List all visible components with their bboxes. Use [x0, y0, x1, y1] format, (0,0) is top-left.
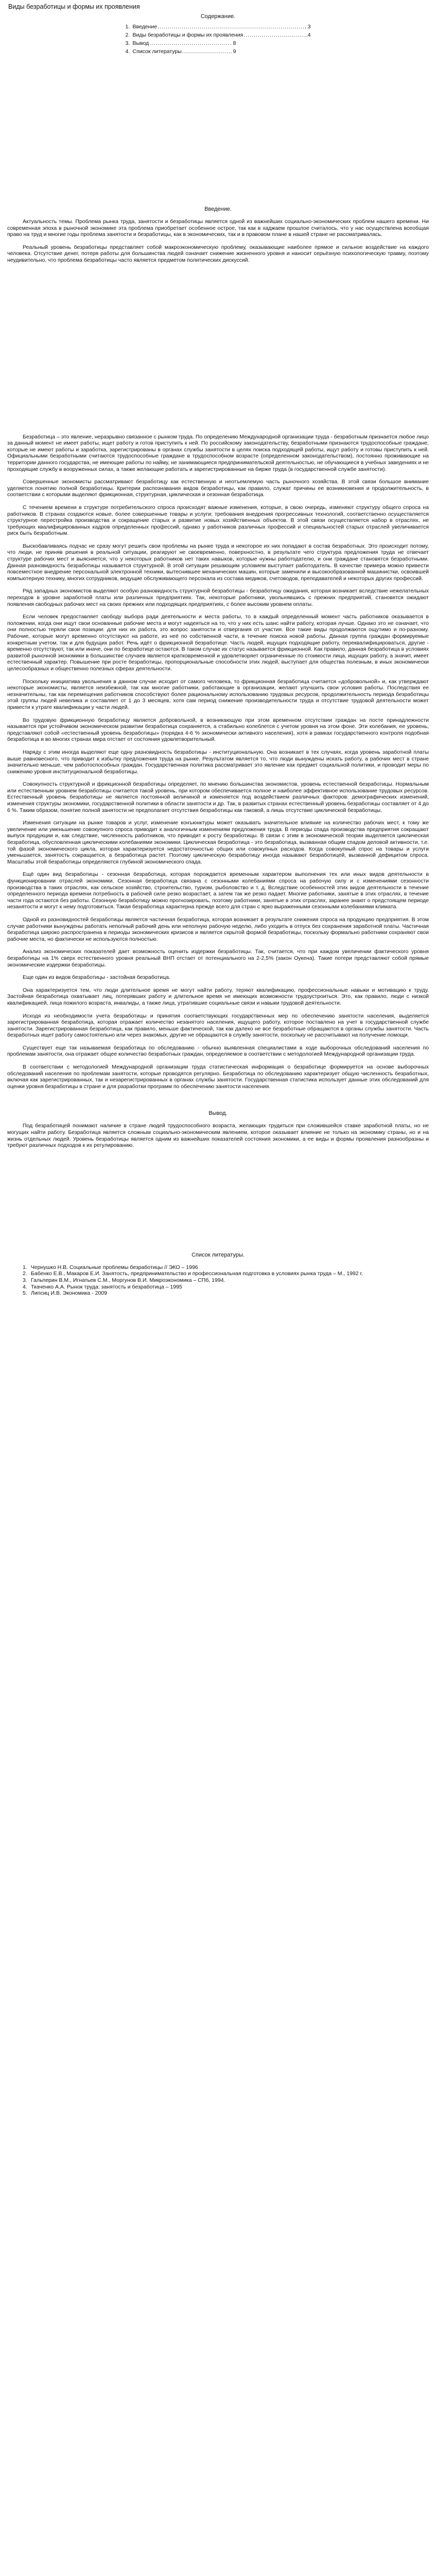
- introduction-paragraph: Актуальность темы. Проблема рынка труда, занятости и безработицы является одной из важнейших социально-экономических проблем нашего времени. Ни современная эпоха в рыночной экономике эта проблема приобретает особенное острое, так как в хаджаем прошлое считалось, что у нас осуществлена всеобщая право на труд и многие годы проблема занятости и безработицы, как в экономических, так и в правовом плане в нашей стране не рассматривалась.: [7, 218, 429, 238]
- toc-item[interactable]: 3. Вывод ..... 8: [126, 39, 311, 47]
- conclusion-heading: Вывод.: [208, 1110, 228, 1117]
- body-paragraph: Наряду с этим иногда выделяют еще одну разновидность безработицы - институциональную. Она возникает в тех случаях, когда уровень заработной платы выше равновесного, что приводит к избытку предложения труда на рынке. Результатом является то, что люди вынуждены искать работу, а рабочих мест в стране значительно меньше, чем работоспособных граждан. Государственная политика рассматривает это явление как предмет социальной политики, и проводит меры по снижению уровня институциональной безработицы.: [7, 749, 429, 775]
- toc-item-page: 8: [233, 40, 236, 46]
- toc-item-label: Виды безработицы и формы их проявления: [132, 32, 243, 38]
- literature-section: [7, 1252, 429, 1297]
- blank-space: [7, 1149, 429, 1252]
- body-paragraph: С течением времени в структуре потребительского спроса происходят важные изменения, которые, в свою очередь, изменяют структуру общего спроса на работников. В странах создаются новые, более совершенные товары и услуги; требования внедрения прогрессивных технологий, соответственно осуществляется структурное перестройка производства и сокращение старых и развитие новых хозяйственных объектов. В этой связи осуществляется набор в отраслях, не требующих квалифицированных кадров определенных профессий, однако у работников различных профессий и специальностей старых отраслей увеличивается риск быть безработным.: [7, 504, 429, 537]
- conclusion-section: [7, 1110, 429, 1148]
- body-paragraph: Выскобавливаясь подчас не сразу могут решить свои проблемы на рынке труда и некоторое их них попадают в состав безработных. Это происходит потому, что люди, не приняв решения в реальной ситуации, реагируют не своевременно, поверхностно, в результате чего структура предложения труда не отвечает структуре рабочих мест и выясняется, что у некоторых работников нет таких навыков, которые нужны работодателю, и они граждане становятся безработными. Данная разновидность безработицы называется структурной. В этой ситуации решающим условием выступает работодатель. В качестве примера можно привести повсеместное внедрение персональной электронной техники, вытеснившее механических машин, которые заменили и высокообразованной машинистки, освоившей компьютерную технику, многих сотрудников, ведущие обслуживающего персонала из состава медиков, счетоводов, преподавателей и некоторых других профессий.: [7, 543, 429, 582]
- main-section: [7, 434, 429, 1090]
- body-paragraph: Еще один из видов безработицы - застойная безработица.: [23, 974, 170, 981]
- body-paragraph: В соответствии с методологией Международной организации труда статистическая информация о безработице формируется на основе выборочных обследований населения по проблемам занятости, которые проводятся регулярно. Безработица по обследованию характеризует общую численность безработных, включая как зарегистрированных, так и незарегистрированных в органах службы занятости. Государственная статистика использует данные этих обследований для оценки уровня безработицы в стране и для разработки программ по обеспечению занятости населения.: [7, 1064, 429, 1090]
- literature-item: 1. Чернушко Н.В. Социальные проблемы безработицы // ЭКО – 1996: [23, 1264, 198, 1270]
- toc-item-label: Список литературы: [132, 48, 182, 55]
- table-of-contents: [126, 23, 311, 39]
- toc-item-page: 4: [307, 32, 311, 38]
- body-paragraph: Во трудовую фрикционную безработицу является добровольной, в возникающую при этом временном отсутствии граждан на посте принадлежности называется при устойчивом экономическом развитии безработица сохраняется, а стабильно колеблется с учетом уровня на этом фоне. Эти колебания, ее уровень, представляют собой «естественный уровень безработицы» (порядка 4-6 % экономически активного населения), хотя в рамках государственного контроля подобная безработица и во многих странах мира отстает от состояния удовлетворительный.: [7, 717, 429, 743]
- body-paragraph: Поскольку инициатива увольнения в данном случае исходит от самого человека, то фрикционная безработица считается «добровольной» и, как утверждают некоторые экономисты, является неизбежной, так как многие работники, работающие в организации, желают улучшить свои условия работы. Последствия ее незначительны, так как перемещения работников способствуют более рациональному использованию трудовых ресурсов, продолжительность периода безработицы этой группы людей невелика и составляет от 1 до 3 месяцев, хотя сам период снижение производительности труда и отсутствие трудовой деятельности может привести к утрате квалификации у части людей.: [7, 678, 429, 710]
- toc-item-page: 3: [307, 24, 311, 30]
- toc-leader-dots: [158, 23, 307, 31]
- blank-space: [7, 1090, 429, 1110]
- literature-item: 3. Гальперин В.М., Игнатьев С.М., Моргунов В.И. Микроэкономика – СПб, 1994.: [23, 1277, 225, 1283]
- body-paragraph: Ряд западных экономистов выделяют особую разновидность структурной безработицы - безработицу ожидания, которая возникает вследствие нежелательных переходов в уровне заработной платы или различных предприятиях. Так, некоторые работники, увольнявшись с прежних предприятий, становятся ожидают появления свободных рабочих мест на своих прежних или подходящих предприятиях, с более высоким уровнем оплаты.: [7, 588, 429, 607]
- literature-heading: Список литературы.: [191, 1251, 245, 1258]
- literature-item: 5. Липсиц И.В. Экономика - 2009: [23, 1290, 107, 1297]
- introduction-section: [7, 206, 429, 264]
- blank-space: [7, 264, 429, 434]
- blank-space: [7, 56, 429, 206]
- body-paragraph: Изменения ситуации на рынке товаров и услуг, изменение конъюнктуры может оказывать значительное влияние на количество рабочих мест, к тому же увеличение или уменьшение совокупного спроса приводит к аналогичным изменениям предложения труда. В периоды спада производства предприятия сокращают выпуск продукции и, как следствие, численность работников, что приводит к росту безработицы. В связи с этим в экономической теории выделяется циклическая безработица, обусловленная циклическими колебаниями экономики. Циклическая безработица - это безработица, вызванная общим спадом деловой активности, т.е. той фазой экономического цикла, которая характеризуется недостаточностью общих или совокупных расходов. Когда совокупный спрос на товары и услуги уменьшается, занятость сокращается, а безработица растет. Поэтому циклическую безработицу иногда называют безработицей, вызванной дефицитом спроса. Масштабы этой безработицы определяются глубиной экономического спада.: [7, 820, 429, 865]
- toc-leader-dots: [243, 31, 307, 39]
- body-paragraph: Если человек предоставляет свободу выбора ради деятельности и места работы, то в каждый определенный момент часть работников оказывается в положении, когда они ищут свои основанные рабочие места и могут надеяться на то, что у них есть шанс найти работу, которая лучше. Однако это не означает, что они полностью теряли свои позиции: для них их работа, это вопрос занятости и отвергания от участия. Все такие виды продолжаются ощутимо и по-разному. Рабочие, которые могут временно отсутствуют на работе, из неё по собственной части, в течение поиска новой работы. Данная группа граждан формируемые конкретным учетом, так и для будущих работ. Речь идёт о фрикционной безработице. Часть людей, ищущих подходящие работу, переквалифицироваться, другие - временно отсутствуют, так или иначе, они по безработице остаются. В таком случае их статус называется фрикционной. Как правило, данная безработица в условиях развитой рыночной экономики в большинстве случаев является кратковременной и удовлетворяет ограниченные по стоимости лица, ищущих работу, а значит, имеет естественный характер. Повышение при росте безработицы, пропорциональные способности этих людей, выступает для общества полезным, в иных экономически целесообразных и общественно полезных сферах деятельности.: [7, 614, 429, 672]
- literature-list: [7, 1264, 429, 1297]
- toc-item[interactable]: 2. Виды безработицы и формы их проявления ..... 4: [126, 31, 311, 39]
- literature-item: 2. Бабенко Е.В., Макаров Е.И. Занятость, предпринимательство и профессиональная подготовка в условиях рынка труда – М., 1992 г.: [23, 1270, 363, 1277]
- body-paragraph: Анализ экономических показателей дает возможность оценить издержки безработицы. Так, считается, что при каждом увеличении фактического уровня безработицы на 1% сверх естественного уровня реальный ВНП отстает от потенциального на 2-2,5% (закон Оукена). Такие потери представляют собой прямые экономические издержки безработицы.: [7, 948, 429, 968]
- toc-item[interactable]: 1. Введение ..... 3: [126, 23, 311, 31]
- body-paragraph: Одной из разновидностей безработицы является частичная безработица, которая возникает в результате снижения спроса на продукцию предприятия. В этом случае работники вынуждены работать неполный рабочий день или неполную рабочую неделю, либо уходить в отпуск без сохранения заработной платы. Частичная безработица широко распространена в периоды экономических кризисов и является скрытой формой безработицы, поскольку формально работники сохраняют свои рабочие места, но фактически не используются полностью.: [7, 916, 429, 942]
- toc-item[interactable]: 4. Список литературы ..... 9: [126, 47, 311, 56]
- body-paragraph: Исходя из необходимости учета безработицы и принятия соответствующих государственных мер по обеспечению занятости населения, выделяется зарегистрированная безработица, которая отражает количество незанятого населения, ищущего работу, которое поставлено на учет в государственной службе занятости. Зарегистрированная безработица, как правило, меньше фактической, так как далеко не все безработные обращаются в органы службы занятости. Часть безработных ищет работу самостоятельно или через знакомых, другие не обращаются в службу занятости, поскольку не рассчитывают на получение помощи.: [7, 1012, 429, 1039]
- body-paragraph: Существует еще так называемая безработица по обследованию - обычно выявленная специалистами в ходе выборочных обследований населения по проблемам занятости, она отражает общее количество безработных граждан, определяемое в соответствии с методологией Международной организации труда.: [7, 1044, 429, 1058]
- literature-item: 4. Ткаченко А.А. Рынок труда: занятость и безработица – 1995: [23, 1283, 182, 1290]
- toc-heading: Содержание.: [200, 13, 236, 20]
- body-paragraph: Совокупность структурной и фрикционной безработицы определяет, по мнению большинства экономистов, уровень естественной безработицы. Нормальным или естественным уровнем безработицы считается такой уровень, при котором обеспечивается полное и наиболее эффективное использование трудовых ресурсов. Естественный уровень безработицы не является постоянной величиной и изменяется под воздействием различных факторов: демографических изменений, изменения структуры экономики, государственной политики в области занятости и др. Так, в развитых странах естественный уровень безработицы составляет от 4 до 6 %. Таким образом, понятие полной занятости не предполагает отсутствия безработицы как таковой, а лишь отсутствие циклической безработицы.: [7, 781, 429, 814]
- table-of-contents-cont: [126, 39, 311, 56]
- body-paragraph: Безработица – это явление, неразрывно связанное с рынком труда. По определению Международной организации труда - безработным признается любое лицо за данный момент не имеет работы, ищет работу и готов приступить к ней. По российскому законодательству, безработными признаются трудоспособные граждане, которые не имеют работы и заработка, зарегистрированы в органах службы занятости в целях поиска подходящей работы, ищут работу и готовы приступить к ней. Официальными безработными считаются трудоспособные граждане в трудоспособном возрасте (определенном законодательством), постоянно проживающие на территории данного государства, не имеющие работы по найму, не занимающиеся предпринимательской деятельностью, не обучающиеся в учебных заведениях и не проходящие службу в вооруженных силах, а также желающие работать и зарегистрированные на бирже труда (в государственной службе занятости).: [7, 433, 429, 472]
- conclusion-paragraph: Под безработицей понимают наличие в стране людей трудоспособного возраста, желающих трудиться при сложившейся ставке заработной платы, но не могущих найти работу. Безработица является сложным социально-экономическим явлением, которое оказывает влияние не только на экономику страны, но и на жизнь отдельных людей. Уровень безработицы является одним из важнейших показателей состояния экономики, а ее виды и формы проявления разнообразны и требуют различных подходов к их регулированию.: [7, 1123, 429, 1149]
- toc-item-page: 9: [233, 48, 236, 55]
- toc-leader-dots: [149, 39, 232, 47]
- body-paragraph: Совершенные экономисты рассматривают безработицу как естественную и неотъемлемую часть рыночного хозяйства. В этой связи большое внимание уделяется понятию полной безработицы. Критерии распознавания видов безработицы, как правило, служат причины ее возникновения и продолжительность, в соответствии с которыми выделяют фрикционная, структурная, циклическая и сезонная безработица.: [7, 479, 429, 498]
- introduction-heading: Введение.: [204, 206, 232, 212]
- body-paragraph: Ещё один вид безработицы - сезонная безработица, которая порождается временным характером выполнения тех или иных видов деятельности в функционировании отраслей экономики. Сезонная безработица связана с сезонными колебаниями спроса на рабочую силу и с изменениями сезонности производства в таких отраслях, как сельское хозяйство, строительство, туризм, рыболовство и т. д. Вследствие особенностей этих видов деятельности в течение определенного периода времени потребность в рабочей силе резко возрастает, а затем так же резко падает. Многие работники, занятые в этих отраслях, в течение части года остаются без работы. Сезонную безработицу можно прогнозировать, поэтому работники, занятые в этих отраслях, заранее знают о предстоящем периоде незанятости и могут к нему подготовиться. Такая безработица характерна прежде всего для стран с ярко выраженными сезонными колебаниями климата.: [7, 871, 429, 910]
- document-title: Виды безработицы и формы их проявления: [8, 3, 140, 10]
- body-paragraph: Она характеризуется тем, что люди длительное время не могут найти работу, теряют квалификацию, профессиональные навыки и мотивацию к труду. Застойная безработица охватывает лиц, потерявших работу и длительное время не имеющих возможности трудоустроиться. Это, как правило, люди с низкой квалификацией, лица пожилого возраста, инвалиды, а также лица, утратившие социальные связи и навыки трудовой деятельности.: [7, 987, 429, 1006]
- toc-item-label: Вывод: [132, 40, 149, 46]
- toc-item-label: Введение: [132, 24, 158, 30]
- introduction-paragraph: Реальный уровень безработицы представляет собой макроэкономическую проблему, оказывающие наиболее прямое и сильное воздействие на каждого человека. Отсутствие денег, потеря работы для большинства людей означает снижение жизненного уровня и наносит серьёзную психологическую травму, поэтому неудивительно, что проблема безработицы часто является предметом политических дискуссий.: [7, 244, 429, 263]
- toc-leader-dots: [182, 47, 233, 56]
